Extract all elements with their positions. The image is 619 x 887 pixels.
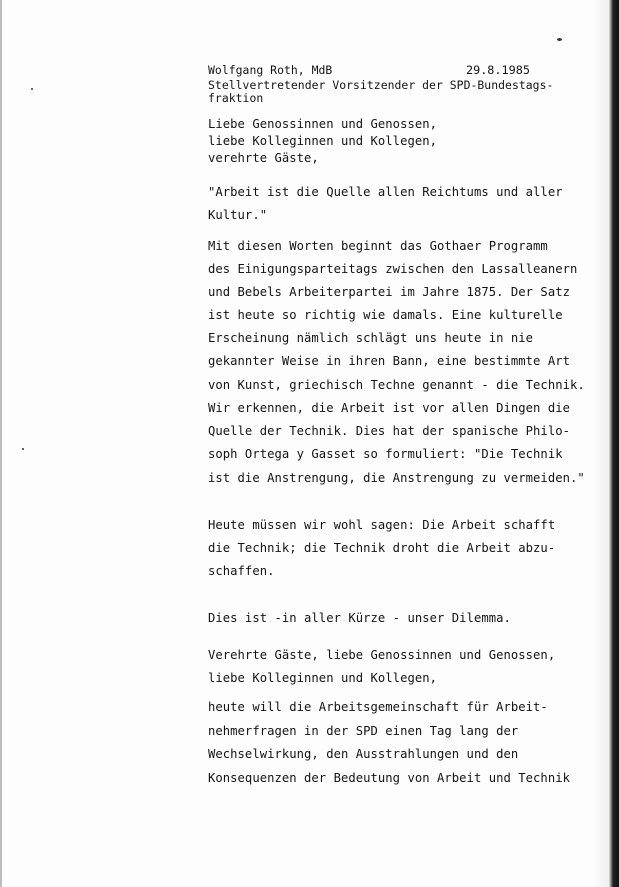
role-line: Stellvertretender Vorsitzender der SPD-Bundestags- — [208, 78, 554, 92]
text-line: liebe Kolleginnen und Kollegen, — [208, 671, 438, 685]
scan-speck — [22, 448, 24, 450]
text-line: Kultur." — [208, 208, 268, 222]
text-line: Wechselwirkung, den Ausstrahlungen und den — [208, 747, 519, 761]
text-line: Dies ist -in aller Kürze - unser Dilemma. — [208, 611, 511, 625]
text-line: soph Ortega y Gasset so formuliert: "Die Technik — [208, 447, 563, 461]
text-line: verehrte Gäste, — [208, 151, 319, 165]
text-line: schaffen. — [208, 564, 275, 578]
page-left-edge — [0, 0, 2, 887]
date-line: 29.8.1985 — [466, 63, 530, 77]
text-line: Heute müssen wir wohl sagen: Die Arbeit schafft — [208, 518, 556, 532]
text-line: heute will die Arbeitsgemeinschaft für Arbeit- — [208, 700, 548, 714]
text-line: die Technik; die Technik droht die Arbeit abzu- — [208, 541, 556, 555]
text-line: des Einigungsparteitags zwischen den Lassalleanern — [208, 262, 578, 276]
text-line: ist heute so richtig wie damals. Eine kulturelle — [208, 308, 563, 322]
text-line: "Arbeit ist die Quelle allen Reichtums und aller — [208, 185, 563, 199]
scan-speck — [31, 88, 33, 90]
author-line: Wolfgang Roth, MdB — [208, 63, 333, 77]
text-line: Liebe Genossinnen und Genossen, — [208, 117, 438, 131]
text-line: von Kunst, griechisch Techne genannt - die Technik. — [208, 378, 585, 392]
text-line: Mit diesen Worten beginnt das Gothaer Programm — [208, 239, 548, 253]
role-line: fraktion — [208, 91, 264, 105]
scan-speck — [557, 38, 562, 41]
text-line: Konsequenzen der Bedeutung von Arbeit und Technik — [208, 771, 570, 785]
page-right-shade — [591, 0, 609, 887]
text-line: nehmerfragen in der SPD einen Tag lang der — [208, 724, 519, 738]
text-line: Wir erkennen, die Arbeit ist vor allen Dingen die — [208, 401, 570, 415]
text-line: liebe Kolleginnen und Kollegen, — [208, 134, 438, 148]
text-line: und Bebels Arbeiterpartei im Jahre 1875. Der Satz — [208, 285, 570, 299]
text-line: Quelle der Technik. Dies hat der spanische Philo- — [208, 424, 570, 438]
text-line: gekannter Weise in ihren Bann, eine bestimmte Art — [208, 354, 570, 368]
page-right-edge — [609, 0, 619, 887]
text-line: Verehrte Gäste, liebe Genossinnen und Genossen, — [208, 648, 556, 662]
text-line: Erscheinung nämlich schlägt uns heute in nie — [208, 331, 534, 345]
text-line: ist die Anstrengung, die Anstrengung zu vermeiden." — [208, 471, 585, 485]
